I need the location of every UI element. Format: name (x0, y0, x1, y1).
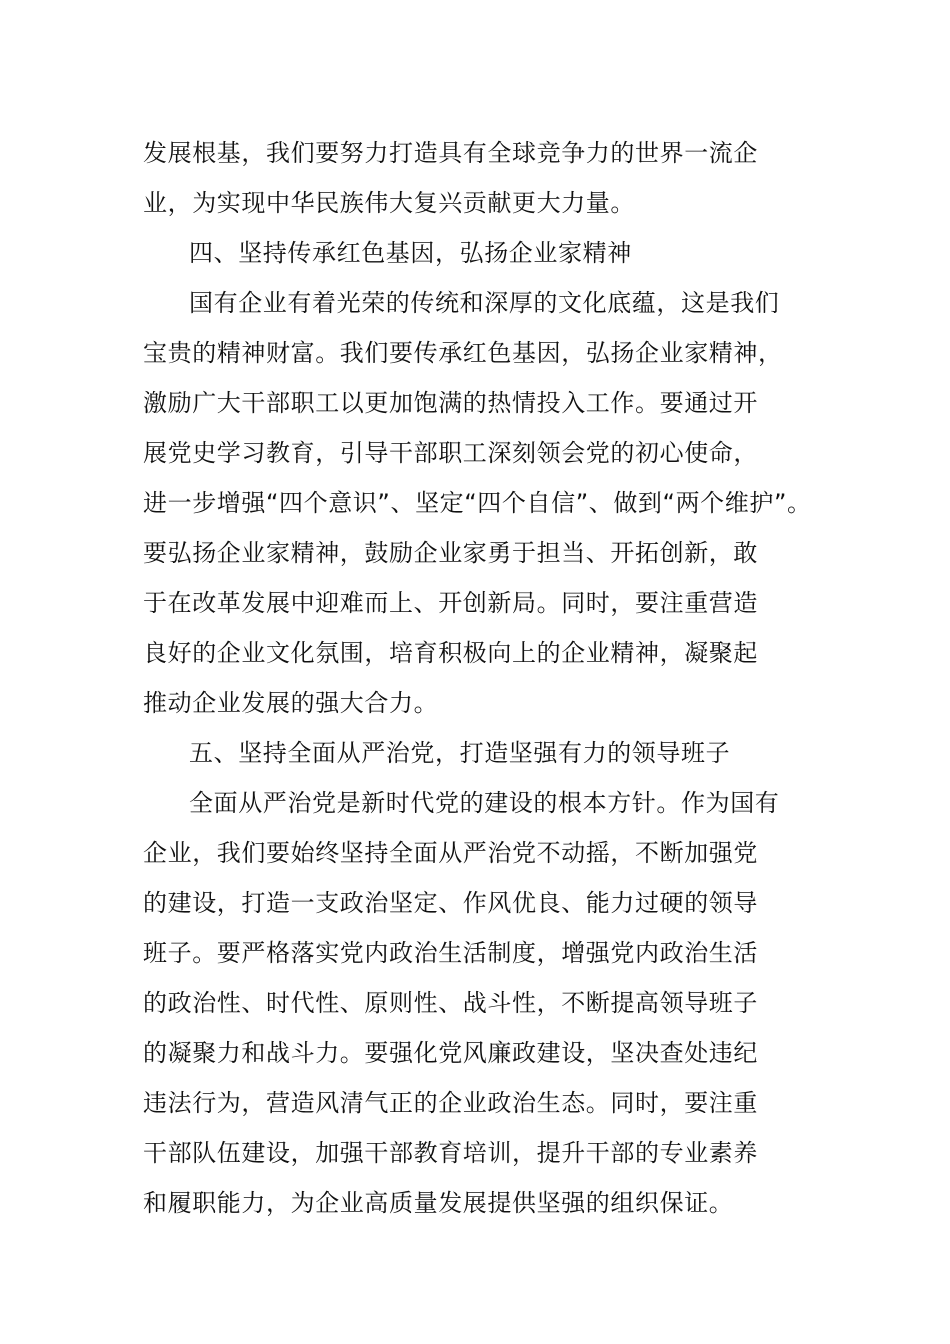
paragraph-line: 良好的企业文化氛围，培育积极向上的企业精神，凝聚起 (143, 639, 758, 667)
paragraph-line: 违法行为，营造风清气正的企业政治生态。同时，要注重 (143, 1089, 758, 1117)
paragraph-line: 国有企业有着光荣的传统和深厚的文化底蕴，这是我们 (189, 289, 780, 317)
paragraph-line: 干部队伍建设，加强干部教育培训，提升干部的专业素养 (143, 1139, 758, 1167)
paragraph-line: 激励广大干部职工以更加饱满的热情投入工作。要通过开 (143, 389, 758, 417)
paragraph-line: 的凝聚力和战斗力。要强化党风廉政建设，坚决查处违纪 (143, 1039, 758, 1067)
paragraph-line: 要弘扬企业家精神，鼓励企业家勇于担当、开拓创新，敢 (143, 539, 758, 567)
section-heading-4: 四、坚持传承红色基因，弘扬企业家精神 (189, 239, 632, 267)
paragraph-line: 全面从严治党是新时代党的建设的根本方针。作为国有 (189, 789, 780, 817)
paragraph-line: 于在改革发展中迎难而上、开创新局。同时，要注重营造 (143, 589, 758, 617)
document-body (143, 128, 813, 1228)
paragraph-line: 业，为实现中华民族伟大复兴贡献更大力量。 (143, 189, 635, 217)
paragraph-line: 的建设，打造一支政治坚定、作风优良、能力过硬的领导 (143, 889, 758, 917)
paragraph-line: 和履职能力，为企业高质量发展提供坚强的组织保证。 (143, 1189, 734, 1217)
paragraph-line: 企业，我们要始终坚持全面从严治党不动摇，不断加强党 (143, 839, 758, 867)
paragraph-line: 班子。要严格落实党内政治生活制度，增强党内政治生活 (143, 939, 758, 967)
paragraph-line: 发展根基，我们要努力打造具有全球竞争力的世界一流企 (143, 139, 758, 167)
paragraph-line: 进一步增强“四个意识”、坚定“四个自信”、做到“两个维护”。 (143, 489, 812, 517)
section-heading-5: 五、坚持全面从严治党，打造坚强有力的领导班子 (189, 739, 731, 767)
paragraph-line: 展党史学习教育，引导干部职工深刻领会党的初心使命， (143, 439, 758, 467)
paragraph-line: 的政治性、时代性、原则性、战斗性，不断提高领导班子 (143, 989, 758, 1017)
paragraph-line: 推动企业发展的强大合力。 (143, 689, 439, 717)
paragraph-line: 宝贵的精神财富。我们要传承红色基因，弘扬企业家精神， (143, 339, 783, 367)
